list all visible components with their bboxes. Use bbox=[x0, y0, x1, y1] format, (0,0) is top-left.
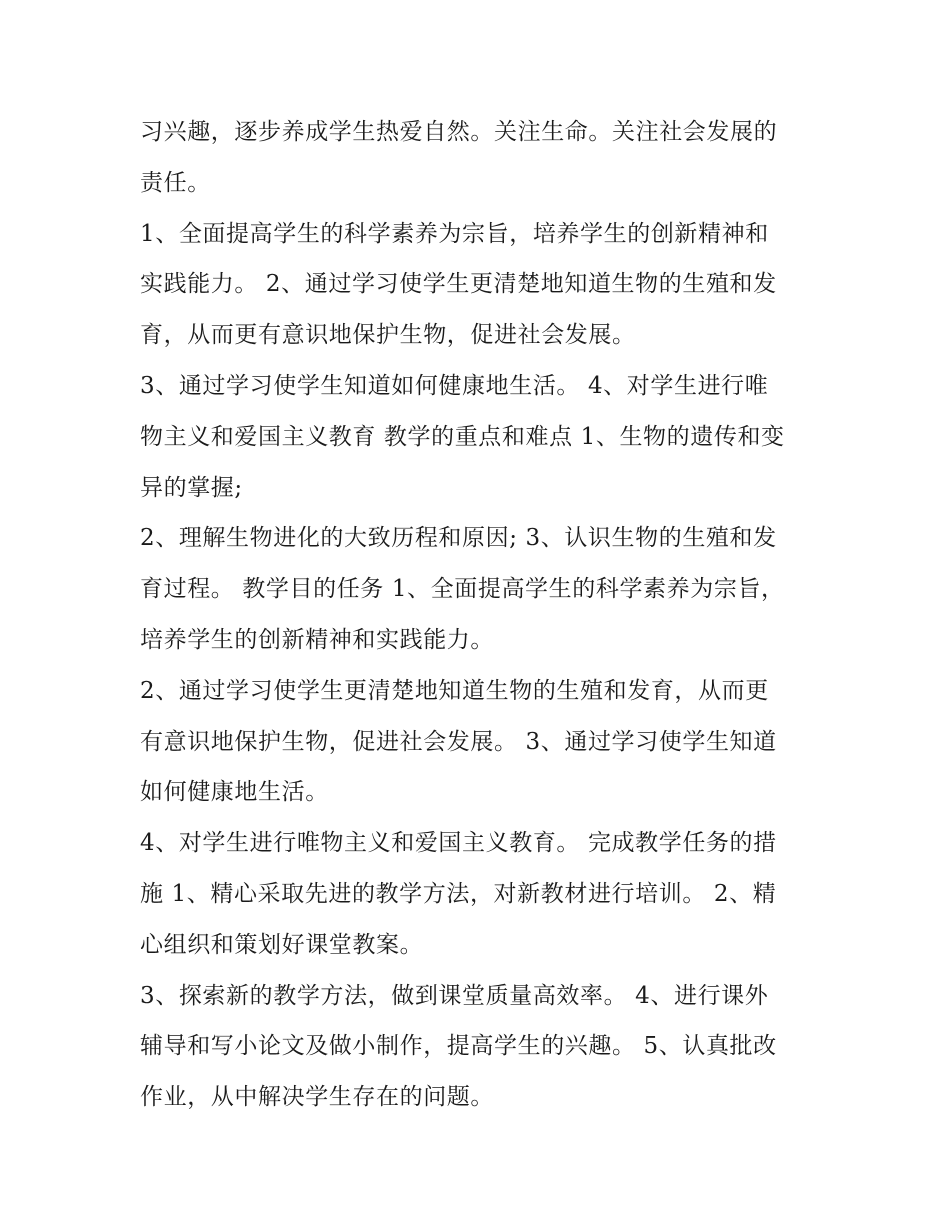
paragraph-3 bbox=[140, 361, 820, 513]
text-line: 心组织和策划好课堂教案。 bbox=[140, 931, 424, 958]
text-line: 习兴趣，逐步养成学生热爱自然。关注生命。关注社会发展的 bbox=[140, 119, 778, 145]
paragraph-2 bbox=[140, 209, 820, 361]
document-body bbox=[140, 107, 820, 1123]
text-line: 实践能力。 2、通过学习使学生更清楚地知道生物的生殖和发 bbox=[140, 271, 777, 298]
text-line: 3、通过学习使学生知道如何健康地生活。 4、对学生进行唯 bbox=[140, 372, 769, 399]
text-line: 2、理解生物进化的大致历程和原因; 3、认识生物的生殖和发 bbox=[140, 525, 777, 552]
text-line: 作业，从中解决学生存在的问题。 bbox=[140, 1084, 494, 1111]
text-line: 有意识地保护生物，促进社会发展。 3、通过学习使学生知道 bbox=[140, 728, 777, 755]
paragraph-5 bbox=[140, 666, 820, 818]
text-line: 2、通过学习使学生更清楚地知道生物的生殖和发育，从而更 bbox=[140, 677, 769, 704]
text-line: 育过程。 教学目的任务 1、全面提高学生的科学素养为宗旨， bbox=[140, 576, 785, 603]
paragraph-1 bbox=[140, 107, 820, 209]
paragraph-7 bbox=[140, 971, 820, 1123]
text-line: 培养学生的创新精神和实践能力。 bbox=[140, 626, 494, 653]
text-line: 1、全面提高学生的科学素养为宗旨，培养学生的创新精神和 bbox=[140, 220, 769, 247]
text-line: 育，从而更有意识地保护生物，促进社会发展。 bbox=[140, 322, 636, 349]
paragraph-4 bbox=[140, 513, 820, 665]
text-line: 责任。 bbox=[140, 169, 211, 196]
text-line: 3、探索新的教学方法，做到课堂质量高效率。 4、进行课外 bbox=[140, 982, 769, 1009]
text-line: 异的掌握; bbox=[140, 474, 243, 501]
text-line: 物主义和爱国主义教育 教学的重点和难点 1、生物的遗传和变 bbox=[140, 423, 785, 450]
text-line: 4、对学生进行唯物主义和爱国主义教育。 完成教学任务的措 bbox=[140, 830, 777, 857]
paragraph-6 bbox=[140, 818, 820, 970]
text-line: 施 1、精心采取先进的教学方法，对新教材进行培训。 2、精 bbox=[140, 880, 777, 907]
text-line: 辅导和写小论文及做小制作，提高学生的兴趣。 5、认真批改 bbox=[140, 1033, 777, 1060]
text-line: 如何健康地生活。 bbox=[140, 779, 329, 806]
